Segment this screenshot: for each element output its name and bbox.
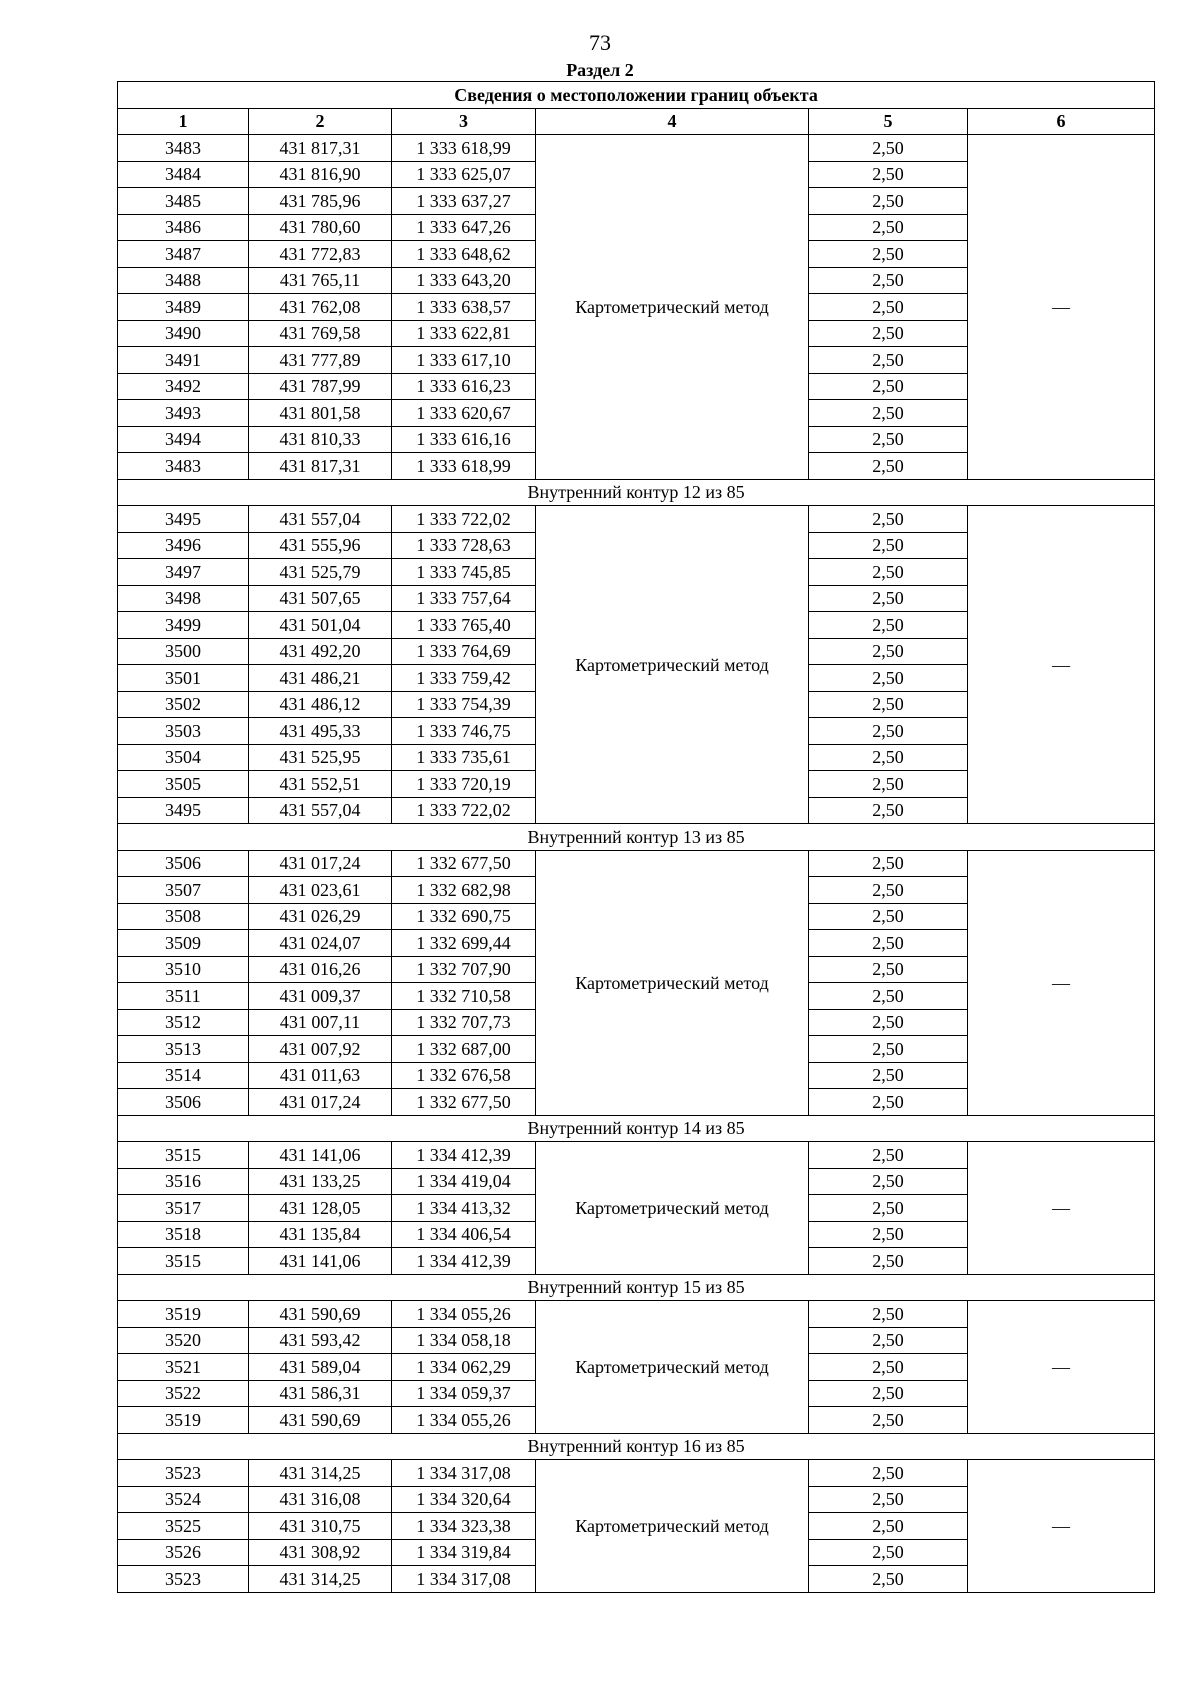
point-number-cell: 3521: [118, 1354, 249, 1381]
y-coordinate-cell: 1 333 618,99: [392, 135, 536, 162]
table-caption: Сведения о местоположении границ объекта: [118, 82, 1155, 109]
y-coordinate-cell: 1 332 690,75: [392, 903, 536, 930]
x-coordinate-cell: 431 589,04: [249, 1354, 392, 1381]
point-number-cell: 3495: [118, 797, 249, 824]
point-number-cell: 3506: [118, 1089, 249, 1116]
x-coordinate-cell: 431 817,31: [249, 135, 392, 162]
y-coordinate-cell: 1 333 728,63: [392, 532, 536, 559]
precision-cell: 2,50: [809, 135, 968, 162]
precision-cell: 2,50: [809, 1062, 968, 1089]
y-coordinate-cell: 1 334 062,29: [392, 1354, 536, 1381]
method-cell: Картометрический метод: [536, 506, 809, 824]
x-coordinate-cell: 431 787,99: [249, 373, 392, 400]
point-number-cell: 3525: [118, 1513, 249, 1540]
x-coordinate-cell: 431 133,25: [249, 1168, 392, 1195]
precision-cell: 2,50: [809, 930, 968, 957]
precision-cell: 2,50: [809, 1221, 968, 1248]
precision-cell: 2,50: [809, 983, 968, 1010]
contour-title: Внутренний контур 15 из 85: [118, 1274, 1155, 1301]
precision-cell: 2,50: [809, 1407, 968, 1434]
y-coordinate-cell: 1 333 620,67: [392, 400, 536, 427]
precision-cell: 2,50: [809, 638, 968, 665]
point-number-cell: 3519: [118, 1407, 249, 1434]
x-coordinate-cell: 431 557,04: [249, 797, 392, 824]
precision-cell: 2,50: [809, 320, 968, 347]
y-coordinate-cell: 1 332 707,90: [392, 956, 536, 983]
y-coordinate-cell: 1 333 617,10: [392, 347, 536, 374]
table-row: [118, 850, 1155, 877]
point-number-cell: 3500: [118, 638, 249, 665]
point-number-cell: 3503: [118, 718, 249, 745]
point-number-cell: 3518: [118, 1221, 249, 1248]
precision-cell: 2,50: [809, 956, 968, 983]
contour-title-row: [118, 1115, 1155, 1142]
x-coordinate-cell: 431 801,58: [249, 400, 392, 427]
x-coordinate-cell: 431 555,96: [249, 532, 392, 559]
point-number-cell: 3506: [118, 850, 249, 877]
note-cell: —: [968, 1460, 1155, 1593]
x-coordinate-cell: 431 023,61: [249, 877, 392, 904]
precision-cell: 2,50: [809, 241, 968, 268]
table-row: [118, 1301, 1155, 1328]
precision-cell: 2,50: [809, 1380, 968, 1407]
y-coordinate-cell: 1 332 710,58: [392, 983, 536, 1010]
precision-cell: 2,50: [809, 1327, 968, 1354]
x-coordinate-cell: 431 314,25: [249, 1460, 392, 1487]
x-coordinate-cell: 431 128,05: [249, 1195, 392, 1222]
x-coordinate-cell: 431 017,24: [249, 1089, 392, 1116]
y-coordinate-cell: 1 333 616,23: [392, 373, 536, 400]
contour-title-row: [118, 1433, 1155, 1460]
precision-cell: 2,50: [809, 665, 968, 692]
x-coordinate-cell: 431 026,29: [249, 903, 392, 930]
y-coordinate-cell: 1 333 618,99: [392, 453, 536, 480]
contour-title-row: [118, 479, 1155, 506]
precision-cell: 2,50: [809, 1486, 968, 1513]
column-header: 2: [249, 108, 392, 135]
method-cell: Картометрический метод: [536, 850, 809, 1115]
point-number-cell: 3511: [118, 983, 249, 1010]
x-coordinate-cell: 431 495,33: [249, 718, 392, 745]
y-coordinate-cell: 1 333 622,81: [392, 320, 536, 347]
x-coordinate-cell: 431 308,92: [249, 1539, 392, 1566]
y-coordinate-cell: 1 334 413,32: [392, 1195, 536, 1222]
column-header: 6: [968, 108, 1155, 135]
precision-cell: 2,50: [809, 426, 968, 453]
point-number-cell: 3519: [118, 1301, 249, 1328]
x-coordinate-cell: 431 593,42: [249, 1327, 392, 1354]
point-number-cell: 3492: [118, 373, 249, 400]
contour-title: Внутренний контур 13 из 85: [118, 824, 1155, 851]
precision-cell: 2,50: [809, 612, 968, 639]
section-title: Раздел 2: [566, 60, 634, 80]
point-number-cell: 3520: [118, 1327, 249, 1354]
point-number-cell: 3509: [118, 930, 249, 957]
precision-cell: 2,50: [809, 347, 968, 374]
precision-cell: 2,50: [809, 903, 968, 930]
precision-cell: 2,50: [809, 1195, 968, 1222]
x-coordinate-cell: 431 765,11: [249, 267, 392, 294]
y-coordinate-cell: 1 332 677,50: [392, 1089, 536, 1116]
point-number-cell: 3505: [118, 771, 249, 798]
x-coordinate-cell: 431 552,51: [249, 771, 392, 798]
x-coordinate-cell: 431 586,31: [249, 1380, 392, 1407]
precision-cell: 2,50: [809, 1248, 968, 1275]
point-number-cell: 3489: [118, 294, 249, 321]
column-header: 1: [118, 108, 249, 135]
x-coordinate-cell: 431 816,90: [249, 161, 392, 188]
header-row: [118, 108, 1155, 135]
point-number-cell: 3499: [118, 612, 249, 639]
column-header: 5: [809, 108, 968, 135]
y-coordinate-cell: 1 334 055,26: [392, 1301, 536, 1328]
table-row: [118, 1142, 1155, 1169]
point-number-cell: 3493: [118, 400, 249, 427]
method-cell: Картометрический метод: [536, 135, 809, 480]
point-number-cell: 3497: [118, 559, 249, 586]
x-coordinate-cell: 431 011,63: [249, 1062, 392, 1089]
y-coordinate-cell: 1 334 419,04: [392, 1168, 536, 1195]
x-coordinate-cell: 431 590,69: [249, 1301, 392, 1328]
y-coordinate-cell: 1 332 676,58: [392, 1062, 536, 1089]
note-cell: —: [968, 506, 1155, 824]
y-coordinate-cell: 1 334 320,64: [392, 1486, 536, 1513]
caption-row: [118, 82, 1155, 109]
x-coordinate-cell: 431 501,04: [249, 612, 392, 639]
precision-cell: 2,50: [809, 691, 968, 718]
method-cell: Картометрический метод: [536, 1460, 809, 1593]
y-coordinate-cell: 1 333 735,61: [392, 744, 536, 771]
contour-title: Внутренний контур 12 из 85: [118, 479, 1155, 506]
point-number-cell: 3496: [118, 532, 249, 559]
precision-cell: 2,50: [809, 214, 968, 241]
precision-cell: 2,50: [809, 1089, 968, 1116]
point-number-cell: 3491: [118, 347, 249, 374]
y-coordinate-cell: 1 334 412,39: [392, 1142, 536, 1169]
point-number-cell: 3495: [118, 506, 249, 533]
x-coordinate-cell: 431 780,60: [249, 214, 392, 241]
point-number-cell: 3485: [118, 188, 249, 215]
point-number-cell: 3484: [118, 161, 249, 188]
precision-cell: 2,50: [809, 373, 968, 400]
column-header: 4: [536, 108, 809, 135]
y-coordinate-cell: 1 333 754,39: [392, 691, 536, 718]
x-coordinate-cell: 431 507,65: [249, 585, 392, 612]
point-number-cell: 3501: [118, 665, 249, 692]
y-coordinate-cell: 1 333 764,69: [392, 638, 536, 665]
note-cell: —: [968, 135, 1155, 480]
precision-cell: 2,50: [809, 744, 968, 771]
point-number-cell: 3524: [118, 1486, 249, 1513]
method-cell: Картометрический метод: [536, 1142, 809, 1275]
y-coordinate-cell: 1 333 648,62: [392, 241, 536, 268]
precision-cell: 2,50: [809, 1168, 968, 1195]
y-coordinate-cell: 1 334 406,54: [392, 1221, 536, 1248]
x-coordinate-cell: 431 557,04: [249, 506, 392, 533]
x-coordinate-cell: 431 017,24: [249, 850, 392, 877]
contour-title-row: [118, 1274, 1155, 1301]
point-number-cell: 3488: [118, 267, 249, 294]
point-number-cell: 3498: [118, 585, 249, 612]
page-number: 73: [589, 30, 611, 55]
precision-cell: 2,50: [809, 797, 968, 824]
x-coordinate-cell: 431 007,92: [249, 1036, 392, 1063]
x-coordinate-cell: 431 777,89: [249, 347, 392, 374]
note-cell: —: [968, 850, 1155, 1115]
x-coordinate-cell: 431 772,83: [249, 241, 392, 268]
precision-cell: 2,50: [809, 1566, 968, 1593]
x-coordinate-cell: 431 486,12: [249, 691, 392, 718]
x-coordinate-cell: 431 009,37: [249, 983, 392, 1010]
precision-cell: 2,50: [809, 877, 968, 904]
point-number-cell: 3523: [118, 1460, 249, 1487]
point-number-cell: 3494: [118, 426, 249, 453]
boundary-coordinates-table: [117, 81, 1155, 1593]
y-coordinate-cell: 1 333 757,64: [392, 585, 536, 612]
y-coordinate-cell: 1 333 765,40: [392, 612, 536, 639]
point-number-cell: 3515: [118, 1142, 249, 1169]
y-coordinate-cell: 1 333 638,57: [392, 294, 536, 321]
point-number-cell: 3526: [118, 1539, 249, 1566]
y-coordinate-cell: 1 334 055,26: [392, 1407, 536, 1434]
precision-cell: 2,50: [809, 532, 968, 559]
x-coordinate-cell: 431 785,96: [249, 188, 392, 215]
y-coordinate-cell: 1 332 707,73: [392, 1009, 536, 1036]
precision-cell: 2,50: [809, 161, 968, 188]
point-number-cell: 3522: [118, 1380, 249, 1407]
y-coordinate-cell: 1 332 677,50: [392, 850, 536, 877]
point-number-cell: 3490: [118, 320, 249, 347]
y-coordinate-cell: 1 332 682,98: [392, 877, 536, 904]
table-row: [118, 1460, 1155, 1487]
y-coordinate-cell: 1 334 319,84: [392, 1539, 536, 1566]
point-number-cell: 3483: [118, 453, 249, 480]
y-coordinate-cell: 1 334 059,37: [392, 1380, 536, 1407]
precision-cell: 2,50: [809, 850, 968, 877]
precision-cell: 2,50: [809, 1301, 968, 1328]
y-coordinate-cell: 1 333 746,75: [392, 718, 536, 745]
method-cell: Картометрический метод: [536, 1301, 809, 1434]
x-coordinate-cell: 431 486,21: [249, 665, 392, 692]
precision-cell: 2,50: [809, 1036, 968, 1063]
precision-cell: 2,50: [809, 267, 968, 294]
x-coordinate-cell: 431 135,84: [249, 1221, 392, 1248]
table-body: [118, 135, 1155, 1593]
table-row: [118, 506, 1155, 533]
precision-cell: 2,50: [809, 1513, 968, 1540]
y-coordinate-cell: 1 334 058,18: [392, 1327, 536, 1354]
point-number-cell: 3483: [118, 135, 249, 162]
precision-cell: 2,50: [809, 585, 968, 612]
precision-cell: 2,50: [809, 400, 968, 427]
contour-title: Внутренний контур 14 из 85: [118, 1115, 1155, 1142]
point-number-cell: 3513: [118, 1036, 249, 1063]
point-number-cell: 3504: [118, 744, 249, 771]
y-coordinate-cell: 1 333 637,27: [392, 188, 536, 215]
y-coordinate-cell: 1 334 323,38: [392, 1513, 536, 1540]
column-header: 3: [392, 108, 536, 135]
x-coordinate-cell: 431 316,08: [249, 1486, 392, 1513]
x-coordinate-cell: 431 769,58: [249, 320, 392, 347]
precision-cell: 2,50: [809, 188, 968, 215]
precision-cell: 2,50: [809, 1354, 968, 1381]
x-coordinate-cell: 431 525,95: [249, 744, 392, 771]
point-number-cell: 3523: [118, 1566, 249, 1593]
contour-title-row: [118, 824, 1155, 851]
y-coordinate-cell: 1 334 317,08: [392, 1460, 536, 1487]
point-number-cell: 3486: [118, 214, 249, 241]
precision-cell: 2,50: [809, 1460, 968, 1487]
y-coordinate-cell: 1 334 412,39: [392, 1248, 536, 1275]
x-coordinate-cell: 431 492,20: [249, 638, 392, 665]
contour-title: Внутренний контур 16 из 85: [118, 1433, 1155, 1460]
y-coordinate-cell: 1 333 720,19: [392, 771, 536, 798]
note-cell: —: [968, 1301, 1155, 1434]
y-coordinate-cell: 1 332 699,44: [392, 930, 536, 957]
point-number-cell: 3502: [118, 691, 249, 718]
y-coordinate-cell: 1 333 643,20: [392, 267, 536, 294]
point-number-cell: 3516: [118, 1168, 249, 1195]
y-coordinate-cell: 1 334 317,08: [392, 1566, 536, 1593]
precision-cell: 2,50: [809, 559, 968, 586]
y-coordinate-cell: 1 333 722,02: [392, 506, 536, 533]
point-number-cell: 3487: [118, 241, 249, 268]
x-coordinate-cell: 431 314,25: [249, 1566, 392, 1593]
y-coordinate-cell: 1 333 722,02: [392, 797, 536, 824]
point-number-cell: 3507: [118, 877, 249, 904]
y-coordinate-cell: 1 333 616,16: [392, 426, 536, 453]
y-coordinate-cell: 1 333 625,07: [392, 161, 536, 188]
precision-cell: 2,50: [809, 294, 968, 321]
point-number-cell: 3514: [118, 1062, 249, 1089]
x-coordinate-cell: 431 141,06: [249, 1248, 392, 1275]
x-coordinate-cell: 431 525,79: [249, 559, 392, 586]
precision-cell: 2,50: [809, 1009, 968, 1036]
precision-cell: 2,50: [809, 453, 968, 480]
note-cell: —: [968, 1142, 1155, 1275]
x-coordinate-cell: 431 007,11: [249, 1009, 392, 1036]
point-number-cell: 3517: [118, 1195, 249, 1222]
point-number-cell: 3512: [118, 1009, 249, 1036]
x-coordinate-cell: 431 016,26: [249, 956, 392, 983]
x-coordinate-cell: 431 762,08: [249, 294, 392, 321]
point-number-cell: 3508: [118, 903, 249, 930]
y-coordinate-cell: 1 333 647,26: [392, 214, 536, 241]
precision-cell: 2,50: [809, 1142, 968, 1169]
point-number-cell: 3515: [118, 1248, 249, 1275]
precision-cell: 2,50: [809, 771, 968, 798]
table-row: [118, 135, 1155, 162]
point-number-cell: 3510: [118, 956, 249, 983]
y-coordinate-cell: 1 332 687,00: [392, 1036, 536, 1063]
precision-cell: 2,50: [809, 506, 968, 533]
x-coordinate-cell: 431 590,69: [249, 1407, 392, 1434]
precision-cell: 2,50: [809, 718, 968, 745]
x-coordinate-cell: 431 817,31: [249, 453, 392, 480]
x-coordinate-cell: 431 024,07: [249, 930, 392, 957]
y-coordinate-cell: 1 333 759,42: [392, 665, 536, 692]
x-coordinate-cell: 431 810,33: [249, 426, 392, 453]
precision-cell: 2,50: [809, 1539, 968, 1566]
x-coordinate-cell: 431 141,06: [249, 1142, 392, 1169]
x-coordinate-cell: 431 310,75: [249, 1513, 392, 1540]
y-coordinate-cell: 1 333 745,85: [392, 559, 536, 586]
